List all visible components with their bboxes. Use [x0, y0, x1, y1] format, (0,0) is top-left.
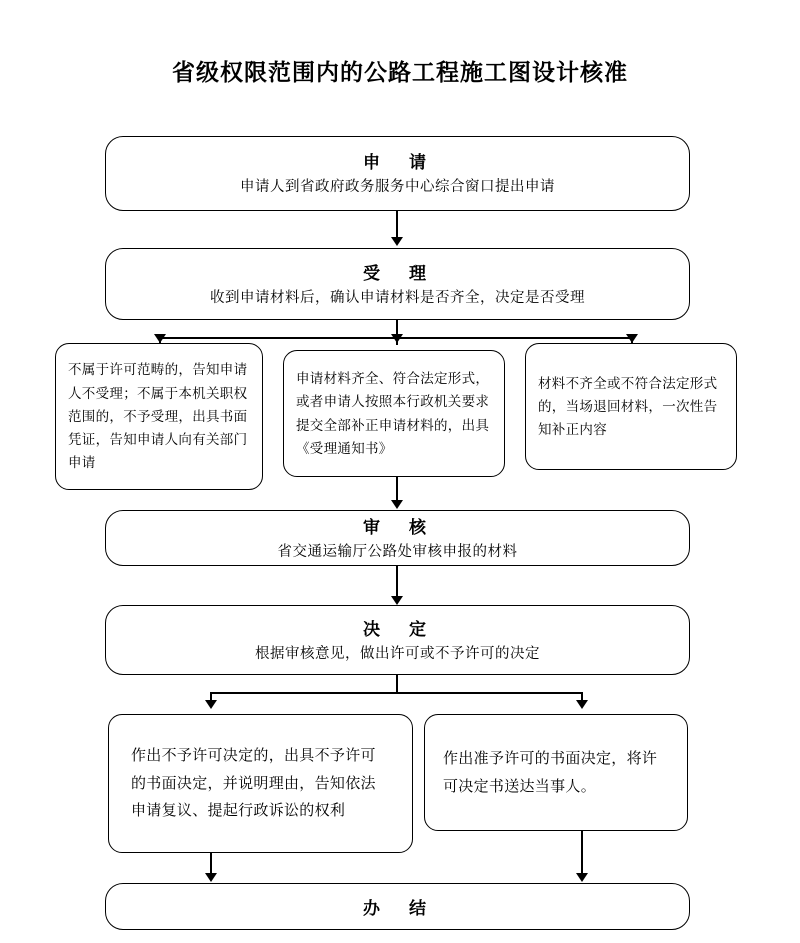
node-accept-center-text: 申请材料齐全、符合法定形式，或者申请人按照本行政机关要求提交全部补正申请材料的，出具《受理通知书》: [296, 371, 490, 456]
node-review-head: 审 核: [363, 517, 432, 537]
node-apply: [105, 136, 690, 211]
connector-apply-accept: [396, 211, 398, 239]
node-grant-result-text: 作出准予许可的书面决定，将许可决定书送达当事人。: [443, 749, 658, 795]
arrow-center-review: [391, 500, 403, 509]
connector-center-review: [396, 477, 398, 502]
node-decide-sub: 根据审核意见，做出许可或不予许可的决定: [255, 645, 540, 662]
node-return-right: [525, 343, 737, 470]
node-accept-sub: 收到申请材料后，确认申请材料是否齐全，决定是否受理: [210, 289, 585, 306]
node-review: [105, 510, 690, 566]
node-reject-left: [55, 343, 263, 490]
node-return-right-text: 材料不齐全或不符合法定形式的，当场退回材料，一次性告知补正内容: [538, 375, 718, 438]
connector-deny-finish: [210, 853, 212, 875]
node-deny-result-text: 作出不予许可决定的，出具不予许可的书面决定，并说明理由，告知依法申请复议、提起行政诉讼的权利: [131, 746, 376, 820]
node-reject-left-text: 不属于许可范畴的，告知申请人不受理；不属于本机关职权范围的，不予受理，出具书面凭证，告知申请人向有关部门申请: [68, 362, 248, 471]
node-deny-result: [108, 714, 413, 853]
arrow-review-decide: [391, 596, 403, 605]
node-apply-head: 申 请: [363, 153, 432, 173]
page-title: 省级权限范围内的公路工程施工图设计核准: [172, 59, 628, 85]
node-accept: [105, 248, 690, 320]
arrow-bus-center: [391, 334, 403, 343]
node-accept-center: [283, 350, 505, 477]
connector-decide-down: [396, 675, 398, 693]
node-decide-head: 决 定: [363, 619, 432, 639]
arrow-apply-accept: [391, 237, 403, 246]
node-grant-result: [424, 714, 688, 831]
arrow-grant-finish: [576, 873, 588, 882]
node-finish: [105, 883, 690, 930]
node-review-sub: 省交通运输厅公路处审核申报的材料: [277, 543, 518, 560]
connector-results-bus: [210, 692, 582, 694]
node-apply-sub: 申请人到省政府政务服务中心综合窗口提出申请: [240, 179, 555, 196]
node-decide: [105, 605, 690, 675]
arrow-bus-left: [154, 334, 166, 343]
node-accept-head: 受 理: [363, 263, 432, 283]
arrow-bus-right: [626, 334, 638, 343]
connector-review-decide: [396, 566, 398, 598]
arrow-bus-grant: [576, 700, 588, 709]
connector-grant-finish: [581, 831, 583, 875]
arrow-bus-deny: [205, 700, 217, 709]
arrow-deny-finish: [205, 873, 217, 882]
node-finish-head: 办 结: [363, 899, 432, 918]
